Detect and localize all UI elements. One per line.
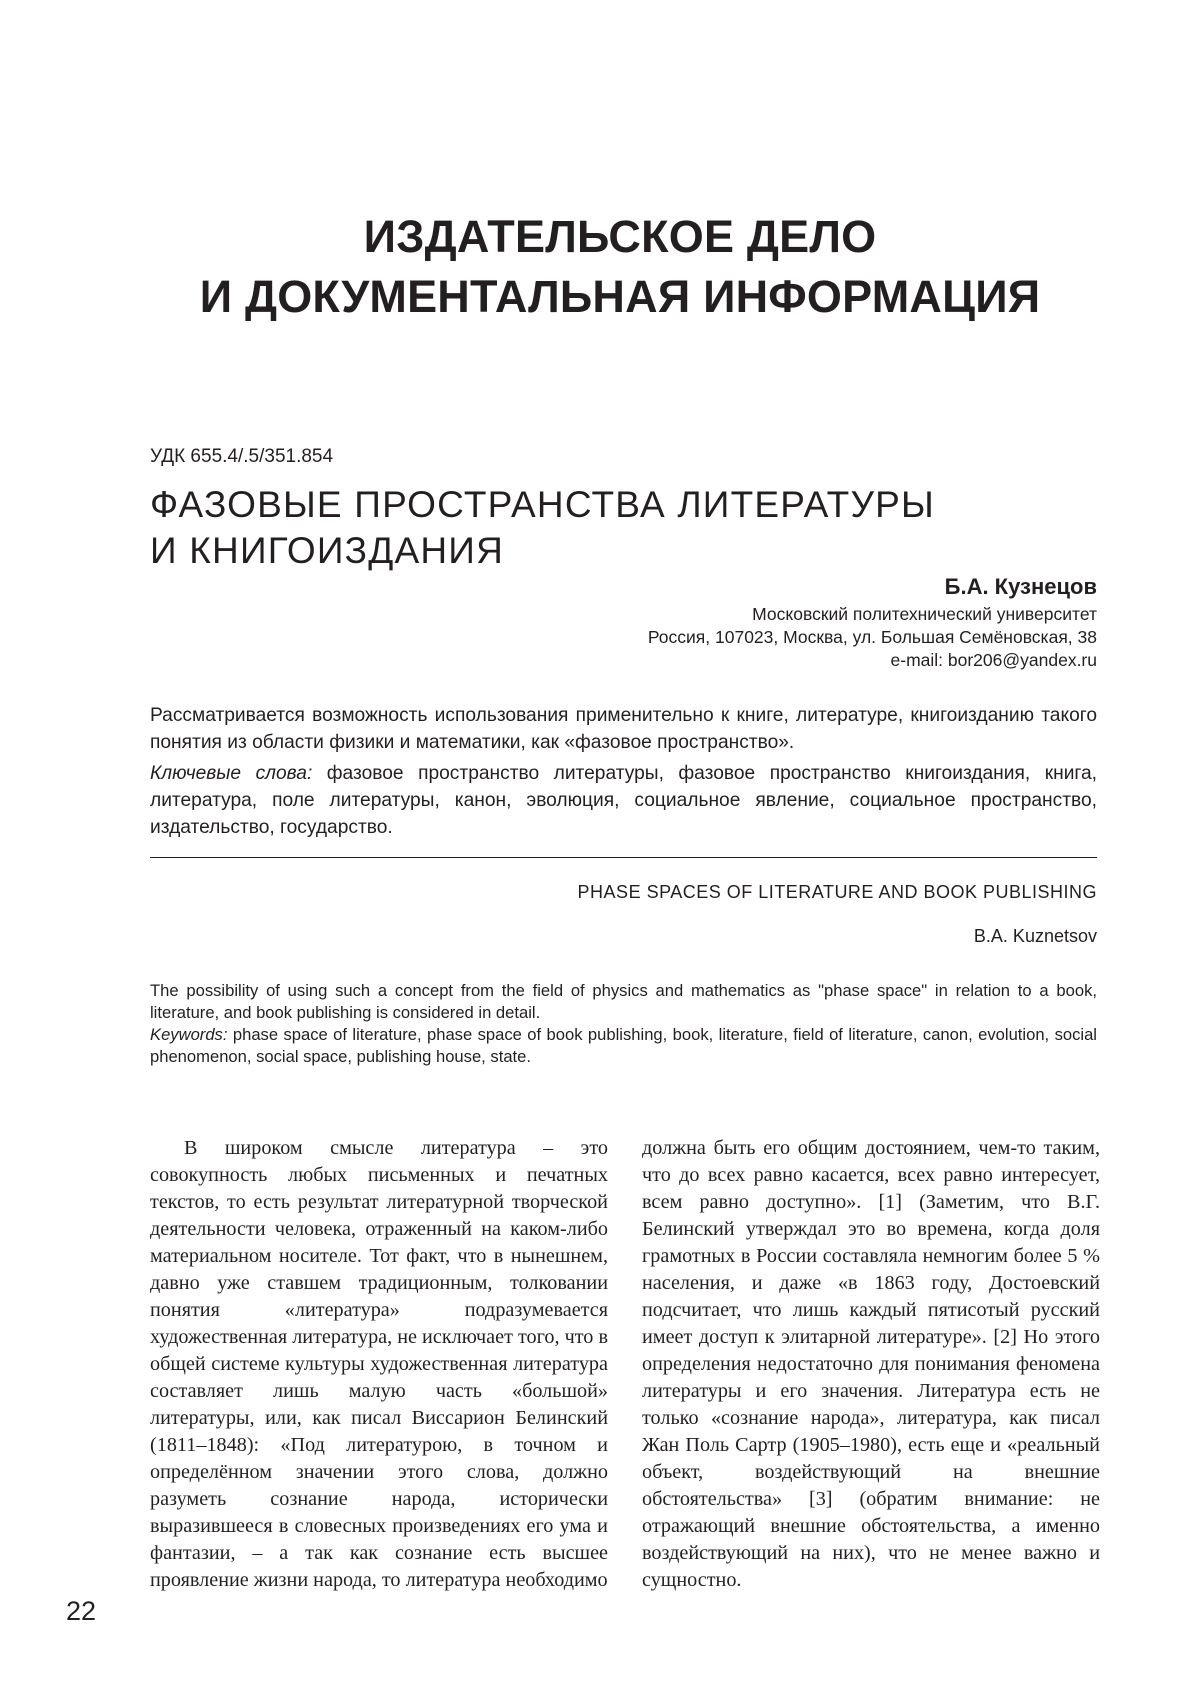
body-paragraph-right: должна быть его общим достоянием, чем-то таким, что до всех равно касается, всех равно интересует, всем равно доступно». [1] (Заметим, что В.Г. Белинский утверждал это во времена, когда доля грамотных в России составляла немногим более 5 % населения, и даже «в 1863 году, Достоевский подсчитает, что лишь каждый пятисотый русский имеет доступ к элитарной литературе». [2] Но этого определения недостаточно для понимания феномена литературы и его значения. Литература есть не только «сознание народа», литература, как писал Жан Поль Сартр (1905–1980), есть еще и «реальный объект, воздействующий на внешние обстоятельства» [3] (обратим внимание: не отражающий внешние обстоятельства, а именно воздействующий на них), что не менее важно и сущностно. [642, 1137, 1100, 1591]
author-name: Б.А. Кузнецов [944, 574, 1097, 599]
keywords-ru-label: Ключевые слова: [150, 763, 313, 784]
body-column-right [642, 1135, 1100, 1594]
abstract-en [150, 980, 1097, 1068]
section-heading [150, 207, 1090, 327]
keywords-ru [150, 760, 1097, 841]
english-title: PHASE SPACES OF LITERATURE AND BOOK PUBLISHING [577, 882, 1097, 902]
udc-code: УДК 655.4/.5/351.854 [150, 446, 334, 467]
abstract-ru [150, 702, 1097, 841]
abstract-ru-text: Рассматривается возможность использования применительно к книге, литературе, книгоизданию такого понятия из области физики и математики, как «фазовое пространство». [150, 705, 1097, 753]
keywords-en-text: phase space of literature, phase space of book publishing, book, literature, field of literature, canon, evolution, social phenomenon, social space, publishing house, state. [150, 1025, 1097, 1066]
author-block [648, 572, 1097, 672]
article-title-line2: И КНИГОИЗДАНИЯ [150, 530, 504, 571]
author-email: e-mail: bor206@yandex.ru [890, 650, 1097, 670]
keywords-en-label: Keywords: [150, 1025, 228, 1044]
body-column-left [150, 1135, 608, 1594]
section-divider [150, 857, 1097, 858]
body-paragraph-left: В широком смысле литература – это совокупность любых письменных и печатных текстов, то есть результат литературной творческой деятельности человека, отраженный на каком-либо материальном носителе. Тот факт, что в нынешнем, давно уже ставшем традиционным, толковании понятия «литература» подразумевается художественная литература, не исключает того, что в общей системе культуры художественная литература составляет лишь малую часть «большой» литературы, или, как писал Виссарион Белинский (1811–1848): «Под литературою, в точном и определённом значении этого слова, должно разуметь сознание народа, исторически выразившееся в словесных произведениях его ума и фантазии, – а так как сознание есть высшее проявление жизни народа, то литература необходимо [150, 1137, 608, 1591]
section-heading-line2: И ДОКУМЕНТАЛЬНАЯ ИНФОРМАЦИЯ [199, 271, 1041, 322]
author-address: Россия, 107023, Москва, ул. Большая Семёновская, 38 [647, 627, 1097, 647]
author-affiliation: Московский политехнический университет [752, 604, 1097, 624]
english-author: B.A. Kuznetsov [973, 926, 1097, 946]
page-number: 22 [66, 1596, 97, 1626]
keywords-en [150, 1024, 1097, 1068]
keywords-ru-text: фазовое пространство литературы, фазовое пространство книгоиздания, книга, литература, поле литературы, канон, эволюция, социальное явление, социальное пространство, издательство, государство. [150, 763, 1097, 838]
abstract-en-text: The possibility of using such a concept from the field of physics and mathematics as "phase space" in relation to a book, literature, and book publishing is considered in detail. [150, 981, 1097, 1022]
article-title [150, 482, 1090, 574]
section-heading-line1: ИЗДАТЕЛЬСКОЕ ДЕЛО [363, 211, 877, 262]
article-title-line1: ФАЗОВЫЕ ПРОСТРАНСТВА ЛИТЕРАТУРЫ [150, 484, 936, 525]
